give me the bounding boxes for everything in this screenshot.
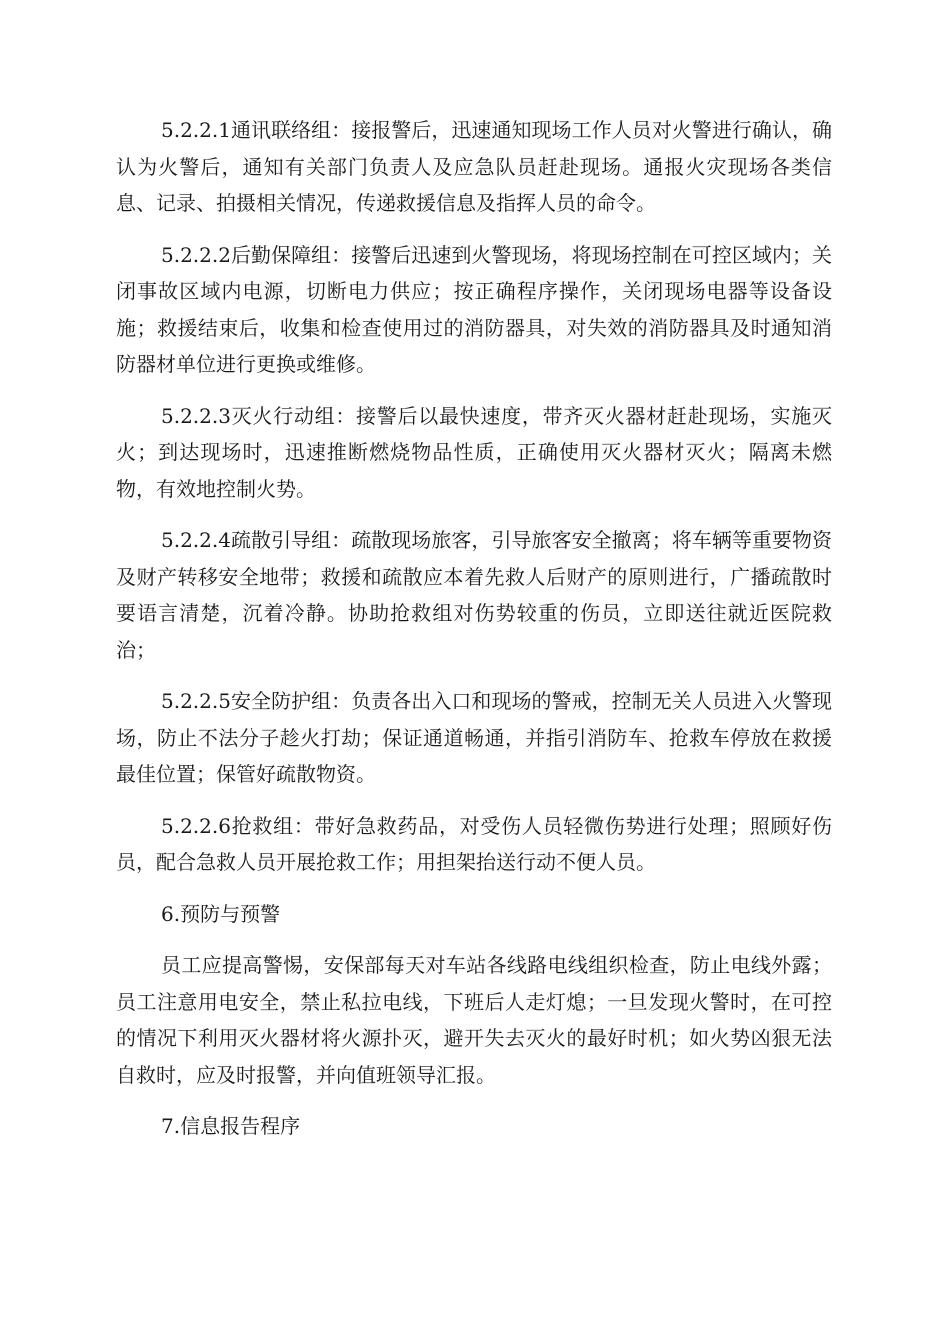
document-body — [116, 112, 832, 1160]
paragraph-5-2-2-4: 5.2.2.4疏散引导组：疏散现场旅客，引导旅客安全撤离；将车辆等重要物资及财产转移安全地带；救援和疏散应本着先救人后财产的原则进行，广播疏散时要语言清楚，沉着冷静。协助抢救组对伤势较重的伤员，立即送往就近医院救治； — [116, 528, 832, 662]
section-heading-reporting: 7.信息报告程序 — [161, 1114, 301, 1138]
paragraph-5-2-2-6: 5.2.2.6抢救组：带好急救药品，对受伤人员轻微伤势进行处理；照顾好伤员，配合急救人员开展抢救工作；用担架抬送行动不便人员。 — [116, 813, 832, 874]
paragraph-5-2-2-2: 5.2.2.2后勤保障组：接警后迅速到火警现场，将现场控制在可控区域内；关闭事故区域内电源，切断电力供应；按正确程序操作，关闭现场电器等设备设施；救援结束后，收集和检查使用过的消防器具，对失效的消防器具及时通知消防器材单位进行更换或维修。 — [116, 242, 832, 376]
section-heading-prevention: 6.预防与预警 — [161, 901, 281, 926]
paragraph-5-2-2-1: 5.2.2.1通讯联络组：接报警后，迅速通知现场工作人员对火警进行确认，确认为火警后，通知有关部门负责人及应急队员赶赴现场。通报火灾现场各类信息、记录、拍摄相关情况，传递救援信息及指挥人员的命令。 — [116, 118, 832, 215]
paragraph-prevention: 员工应提高警惕，安保部每天对车站各线路电线组织检查，防止电线外露；员工注意用电安全，禁止私拉电线，下班后人走灯熄；一旦发现火警时，在可控的情况下利用灭火器材将火源扑灭，避开失去灭火的最好时机；如火势凶狠无法自救时，应及时报警，并向值班领导汇报。 — [116, 953, 832, 1087]
paragraph-5-2-2-3: 5.2.2.3灭火行动组：接警后以最快速度，带齐灭火器材赶赴现场，实施灭火；到达现场时，迅速推断燃烧物品性质，正确使用灭火器材灭火；隔离未燃物，有效地控制火势。 — [116, 403, 832, 501]
paragraph-5-2-2-5: 5.2.2.5安全防护组：负责各出入口和现场的警戒，控制无关人员进入火警现场，防止不法分子趁火打劫；保证通道畅通，并指引消防车、抢救车停放在救援最佳位置；保管好疏散物资。 — [116, 689, 832, 786]
